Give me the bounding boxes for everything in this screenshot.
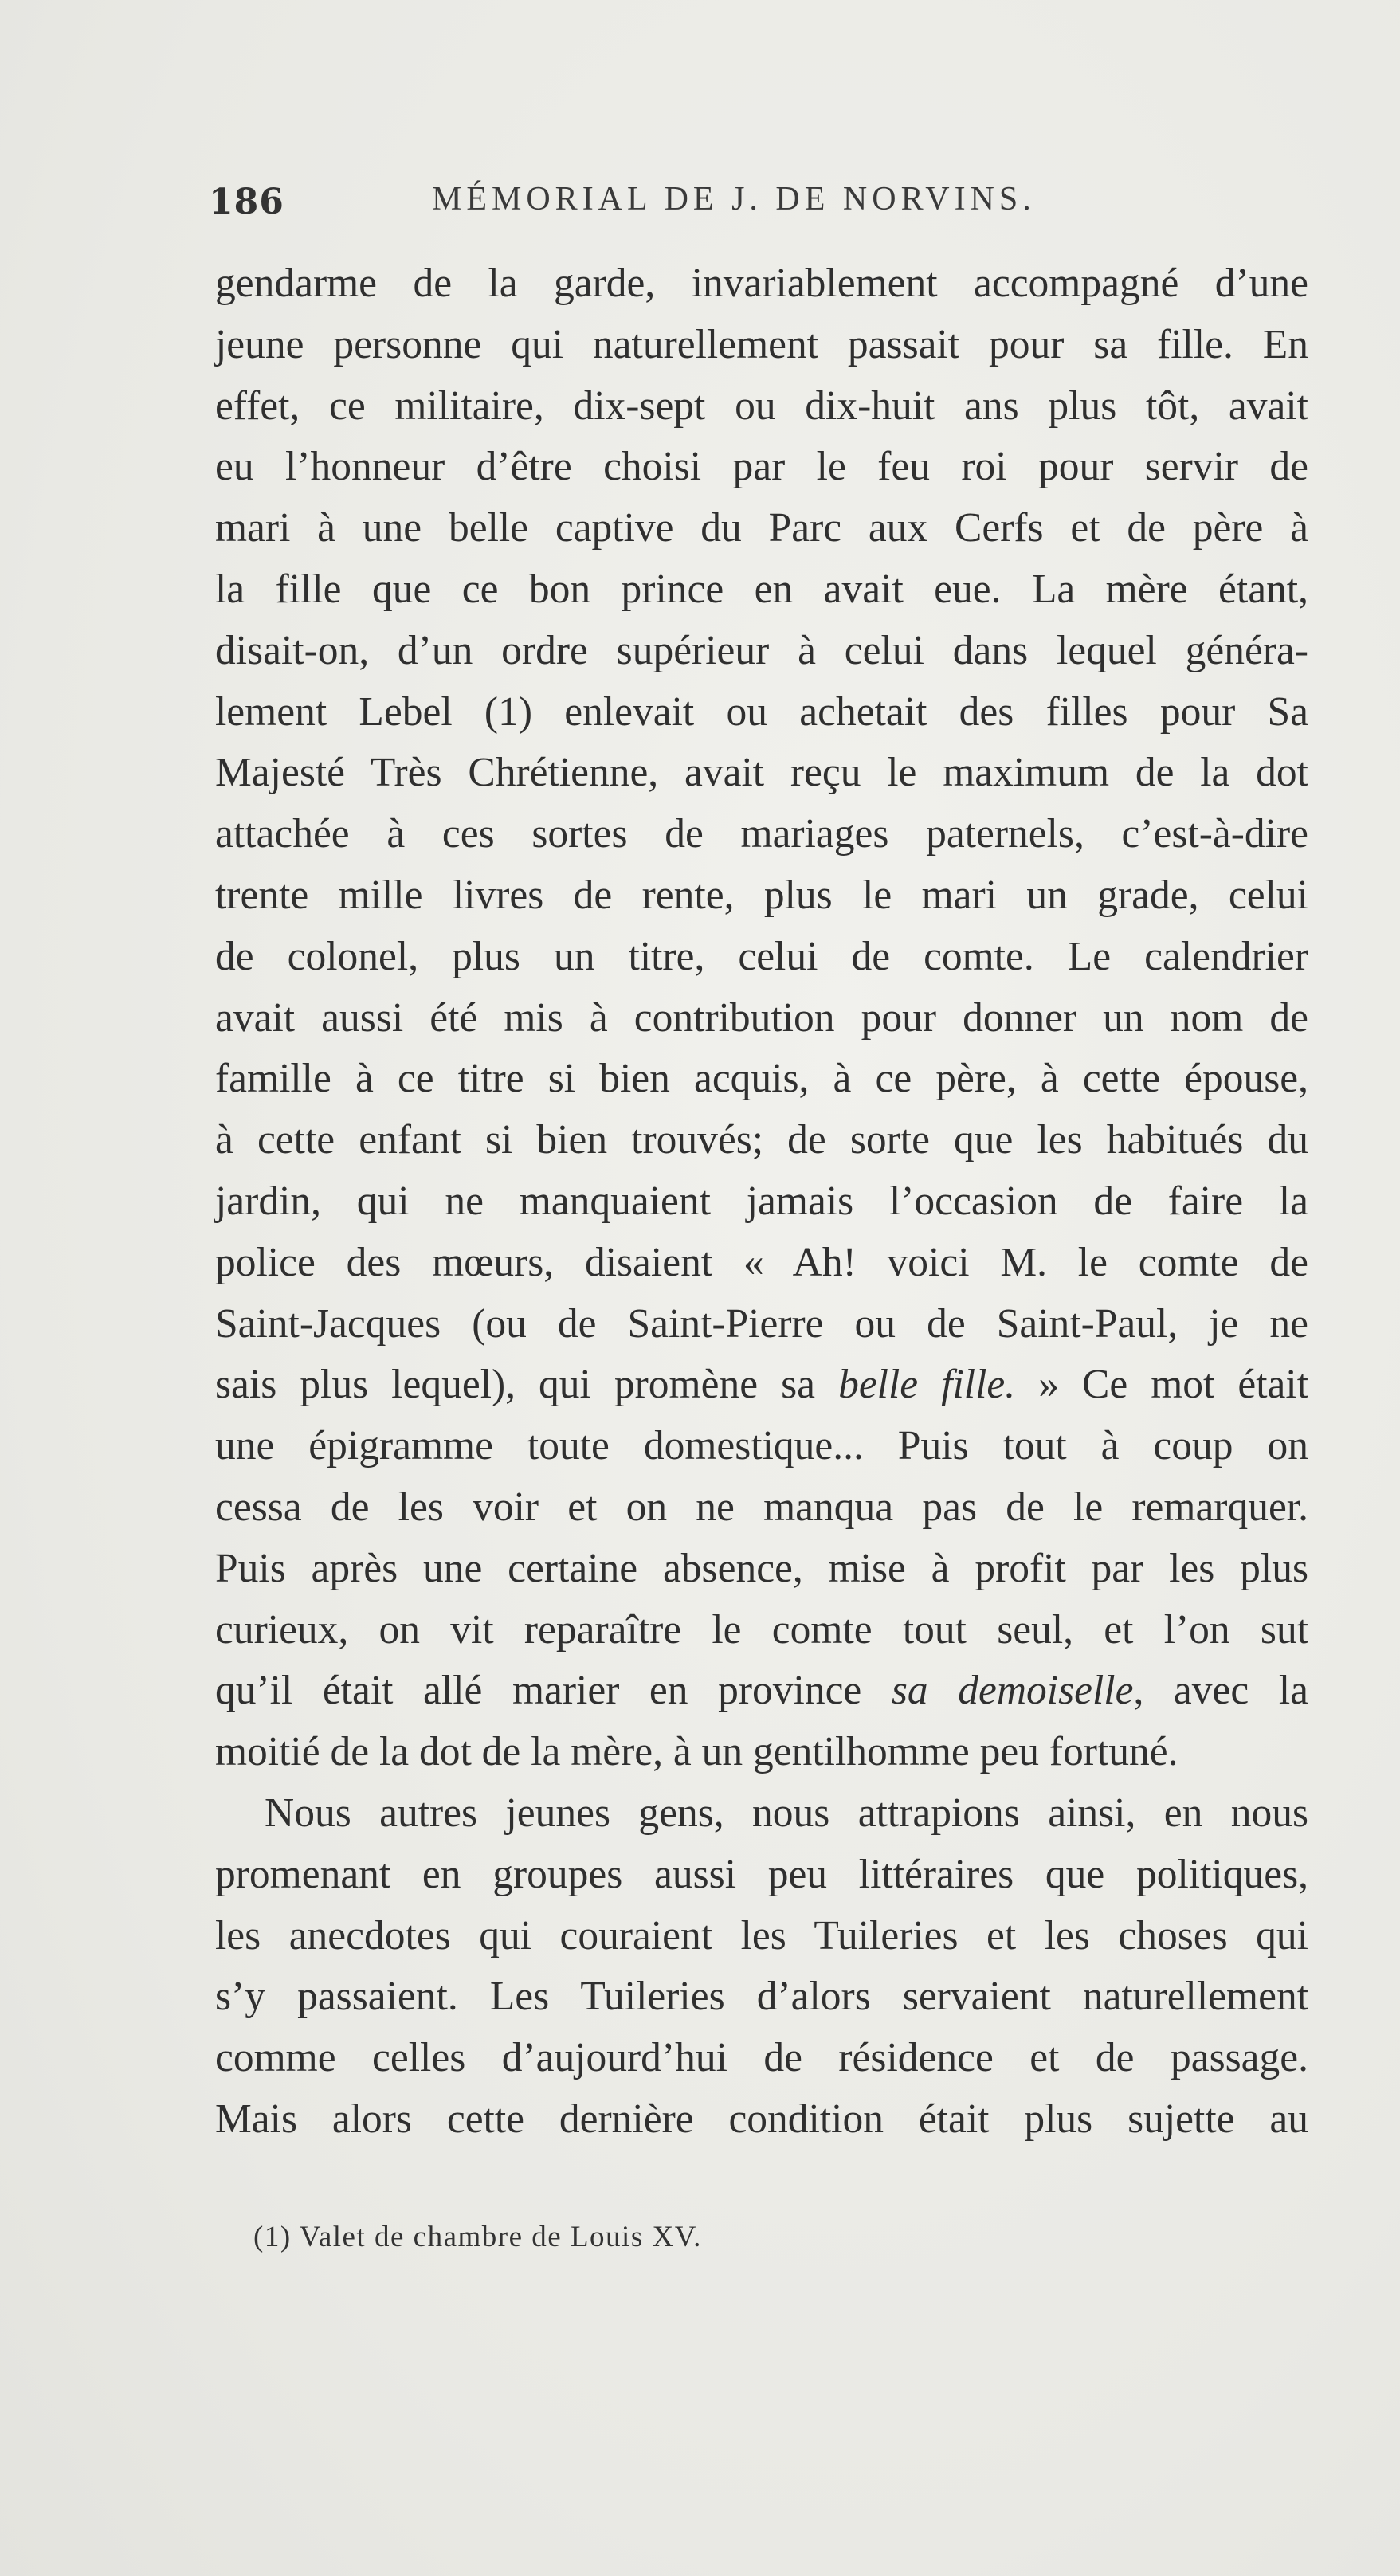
text-line: les anecdotes qui couraient les Tuileries et les choses qui (215, 1912, 1308, 1958)
footnote: (1) Valet de chambre de Louis XV. (253, 2221, 702, 2253)
text-line: mari à une belle captive du Parc aux Cerfs et de père à (215, 505, 1308, 551)
page-number: 186 (209, 182, 284, 222)
body-text (215, 253, 1308, 2151)
text-line: disait-on, d’un ordre supérieur à celui dans lequel généra- (215, 627, 1308, 673)
text-line: Mais alors cette dernière condition était plus sujette au (215, 2096, 1308, 2142)
text-line: de colonel, plus un titre, celui de comte. Le calendrier (215, 933, 1308, 979)
text-segment: , avec la (1133, 1668, 1308, 1714)
text-line: Majesté Très Chrétienne, avait reçu le maximum de la dot (215, 750, 1308, 796)
text-line: jeune personne qui naturellement passait pour sa fille. En (215, 321, 1308, 367)
text-line (215, 1355, 1308, 1416)
text-line: famille à ce titre si bien acquis, à ce père, à cette épouse, (215, 1056, 1308, 1102)
text-line: la fille que ce bon prince en avait eue. La mère étant, (215, 566, 1308, 612)
text-line: moitié de la dot de la mère, à un gentilhomme peu fortuné. (215, 1729, 1178, 1775)
text-line: une épigramme toute domestique... Puis tout à coup on (215, 1423, 1308, 1469)
running-title: MÉMORIAL DE J. DE NORVINS. (432, 181, 1036, 218)
text-line: trente mille livres de rente, plus le mari un grade, celui (215, 872, 1308, 918)
text-line: gendarme de la garde, invariablement accompagné d’une (215, 261, 1308, 306)
text-segment: » Ce mot était (1015, 1362, 1309, 1408)
text-line: eu l’honneur d’être choisi par le feu roi pour servir de (215, 444, 1308, 490)
text-line: cessa de les voir et on ne manqua pas de le remarquer. (215, 1484, 1308, 1530)
text-line (215, 1660, 1308, 1722)
text-line: curieux, on vit reparaître le comte tout seul, et l’on sut (215, 1606, 1308, 1653)
italic-phrase: belle fille. (838, 1362, 1016, 1408)
text-line: lement Lebel (1) enlevait ou achetait des filles pour Sa (215, 688, 1308, 735)
text-line: s’y passaient. Les Tuileries d’alors servaient naturellement (215, 1974, 1308, 2020)
text-segment: sais plus lequel), qui promène sa (215, 1362, 816, 1408)
text-line: attachée à ces sortes de mariages paternels, c’est-à-dire (215, 811, 1308, 857)
text-segment: qu’il était allé marier en province (215, 1668, 892, 1714)
text-line: à cette enfant si bien trouvés; de sorte que les habitués du (215, 1117, 1308, 1163)
text-line: jardin, qui ne manquaient jamais l’occasion de faire la (215, 1178, 1308, 1224)
text-line: effet, ce militaire, dix-sept ou dix-huit ans plus tôt, avait (215, 382, 1308, 429)
text-line: police des mœurs, disaient « Ah! voici M. le comte de (215, 1239, 1308, 1285)
text-line: avait aussi été mis à contribution pour donner un nom de (215, 994, 1308, 1041)
text-line: Nous autres jeunes gens, nous attrapions ainsi, en nous (265, 1790, 1308, 1836)
text-line: Saint-Jacques (ou de Saint-Pierre ou de Saint-Paul, je ne (215, 1300, 1308, 1347)
text-line: comme celles d’aujourd’hui de résidence et de passage. (215, 2035, 1308, 2081)
text-line: promenant en groupes aussi peu littéraires que politiques, (215, 1851, 1308, 1897)
italic-phrase: sa demoiselle (891, 1668, 1134, 1714)
text-line: Puis après une certaine absence, mise à profit par les plus (215, 1545, 1308, 1591)
page-header (209, 177, 1308, 233)
